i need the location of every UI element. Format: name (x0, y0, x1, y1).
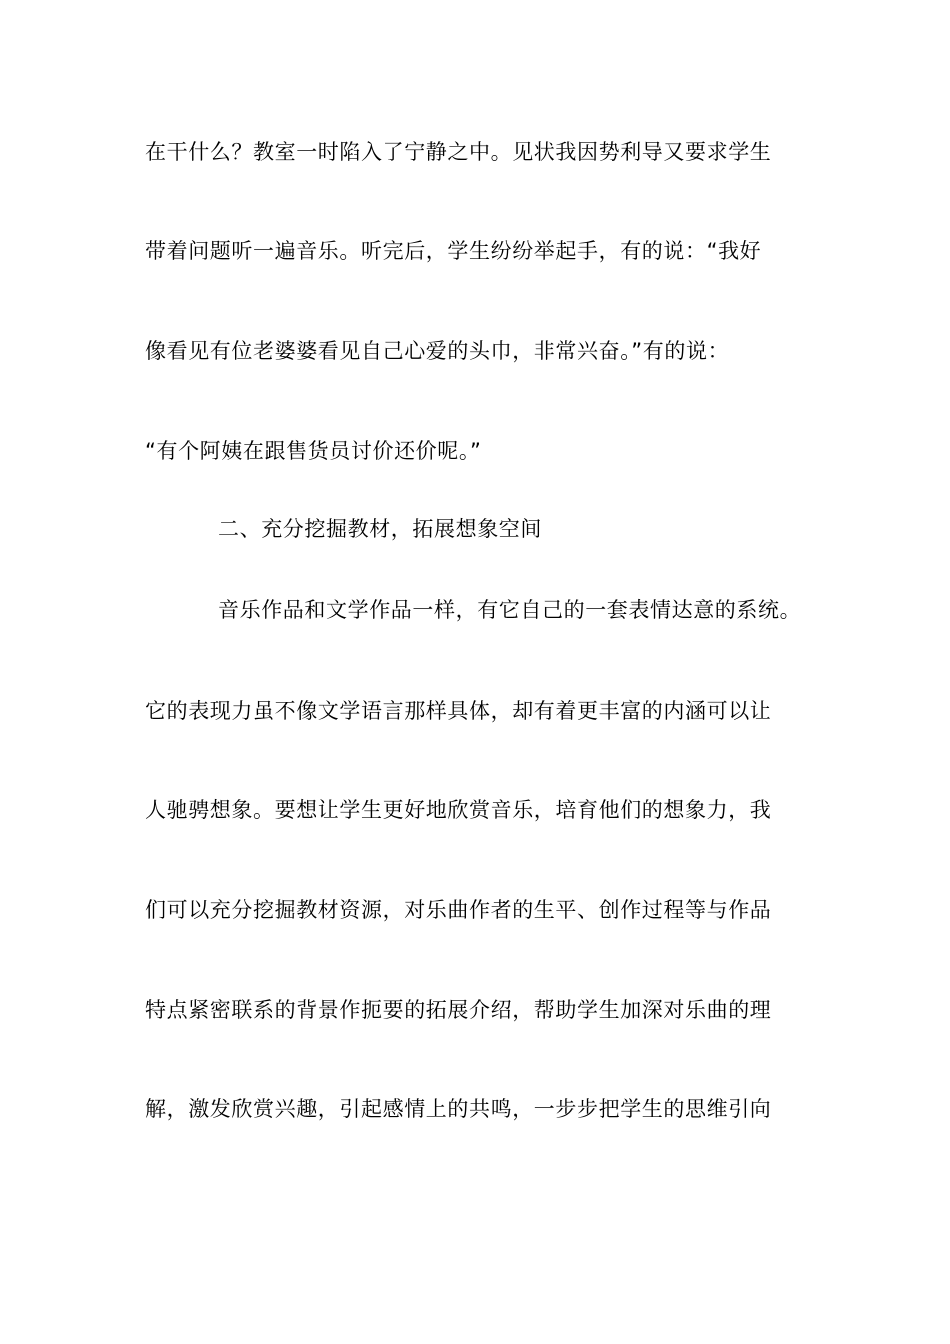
paragraph-line: 它的表现力虽不像文学语言那样具体，却有着更丰富的内涵可以让 (145, 699, 772, 723)
paragraph-line: 特点紧密联系的背景作扼要的拓展介绍，帮助学生加深对乐曲的理 (145, 998, 772, 1022)
section-heading: 二、充分挖掘教材，拓展想象空间 (218, 517, 542, 541)
paragraph-line: 人驰骋想象。要想让学生更好地欣赏音乐，培育他们的想象力，我 (145, 798, 772, 822)
paragraph-line: 在干什么？教室一时陷入了宁静之中。见状我因势利导又要求学生 (145, 140, 772, 164)
paragraph-line: 解，激发欣赏兴趣，引起感情上的共鸣，一步步把学生的思维引向 (145, 1097, 772, 1121)
paragraph-line: 们可以充分挖掘教材资源，对乐曲作者的生平、创作过程等与作品 (145, 898, 772, 922)
paragraph-line: 像看见有位老婆婆看见自己心爱的头巾，非常兴奋。”有的说： (145, 339, 730, 363)
paragraph-line: 带着问题听一遍音乐。听完后，学生纷纷举起手，有的说：“我好 (145, 239, 762, 263)
paragraph-first-line: 音乐作品和文学作品一样，有它自己的一套表情达意的系统。 (218, 598, 802, 622)
paragraph-line: “有个阿姨在跟售货员讨价还价呢。” (145, 439, 482, 463)
